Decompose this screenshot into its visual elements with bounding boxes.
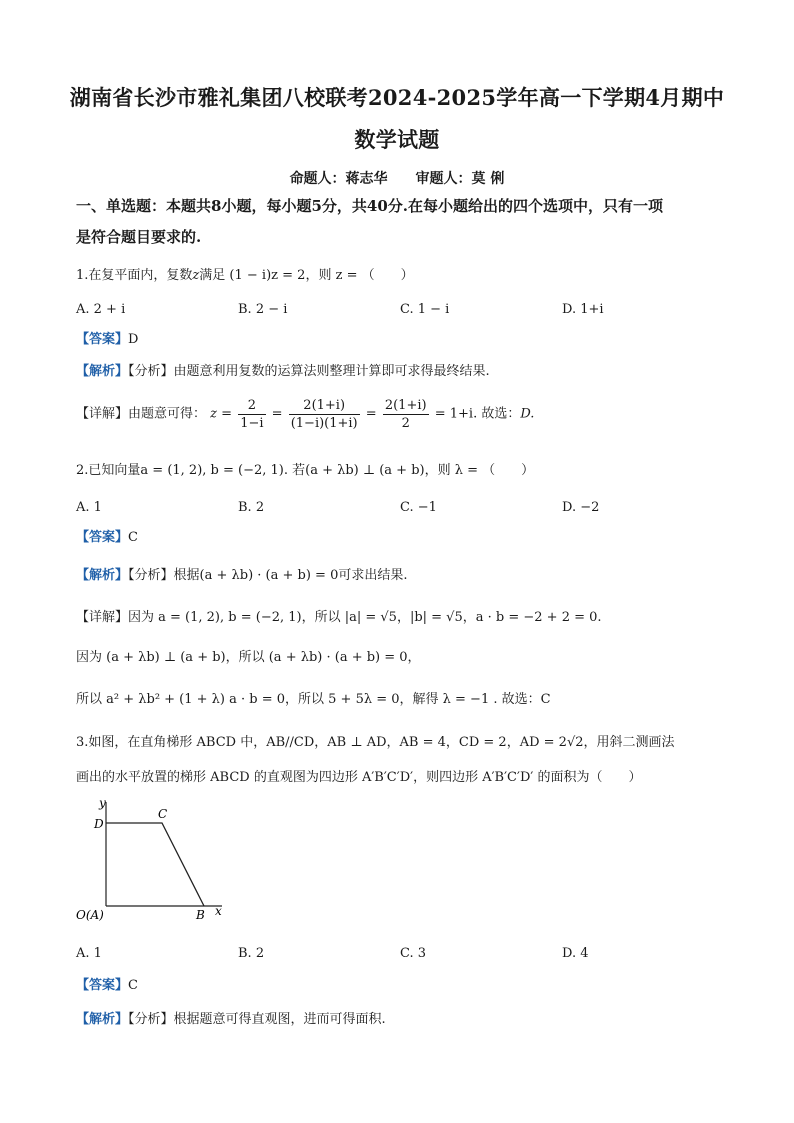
- answer-tag: 【答案】: [76, 978, 129, 993]
- q1-answer-value: D: [128, 332, 139, 347]
- fenxi-tag: 【分析】: [128, 568, 174, 583]
- q2-perp: (a + λb) ⊥ (a + b): [305, 463, 425, 478]
- q3-answer: [76, 978, 138, 994]
- q2-analysis-expr: (a + λb) · (a + b) = 0: [199, 568, 339, 583]
- question-1-stem: [76, 268, 414, 284]
- q1-ask: z = （ ）: [335, 268, 414, 283]
- document-title: 湖南省长沙市雅礼集团八校联考2024-2025学年高一下学期4月期中: [69, 85, 725, 110]
- section-heading: 一、单选题：本题共8小题，每小题5分，共40分.在每小题给出的四个选项中，只有一项: [76, 197, 663, 215]
- point-d-label: D: [94, 817, 104, 831]
- q1-answer: [76, 332, 138, 348]
- trapezoid-edges: [106, 823, 204, 906]
- fenxi-tag: 【分析】: [128, 1012, 174, 1027]
- q1-detail-choice: D.: [520, 406, 535, 422]
- q1-detail-z: z =: [210, 406, 233, 422]
- point-c-label: C: [158, 807, 168, 821]
- detail-tag: 【详解】: [76, 406, 129, 422]
- q2-stem-text: 2.已知向量: [76, 463, 141, 478]
- q3-option-d: D. 4: [562, 946, 589, 961]
- q1-stem-text3: ，则: [305, 268, 332, 283]
- q2-detail-line3: 所以 a² + λb² + (1 + λ) a · b = 0，所以 5 + 5λ = 0，解得 λ = −1 . 故选：C: [76, 692, 551, 707]
- q2-analysis-b: 可求出结果.: [338, 568, 408, 583]
- section-heading-cont: 是符合题目要求的.: [76, 228, 202, 246]
- q1-stem-text: 1.在复平面内，复数: [76, 268, 193, 283]
- q3-option-c: C. 3: [400, 946, 427, 961]
- question-3-stem-line1: 3.如图，在直角梯形 ABCD 中，AB//CD，AB ⊥ AD，AB = 4，CD = 2，AD = 2√2，用斜二测画法: [76, 735, 675, 750]
- q2-vectors: a = (1, 2), b = (−2, 1): [140, 463, 284, 478]
- q1-option-c: C. 1 − i: [400, 302, 450, 317]
- q1-option-a: A. 2 + i: [76, 302, 126, 317]
- q2-option-b: B. 2: [238, 500, 265, 515]
- document-subtitle: 数学试题: [354, 127, 440, 152]
- q1-stem-text2: 满足: [199, 268, 226, 283]
- detail-tag: 【详解】: [76, 610, 129, 625]
- analysis-tag: 【解析】: [76, 568, 129, 583]
- q3-answer-value: C: [128, 978, 138, 993]
- q2-option-d: D. −2: [562, 500, 600, 515]
- q3-analysis-text: 根据题意可得直观图，进而可得面积.: [173, 1012, 386, 1027]
- q2-mid: . 若: [283, 463, 306, 478]
- q1-z: z: [192, 268, 200, 283]
- q1-detail: 【详解】由题意可得： z = $\frac{2}{1-i}$ = $\frac{2(1+i)}{(1-i)(1+i)}$ = $\frac{2(1+i)}{2}$ = 1+i. 故选：D.: [76, 398, 535, 431]
- answer-tag: 【答案】: [76, 530, 129, 545]
- q1-option-b: B. 2 − i: [238, 302, 288, 317]
- question-2-stem: [76, 463, 534, 479]
- q2-analysis-a: 根据: [173, 568, 200, 583]
- x-label: x: [215, 904, 222, 918]
- q2-detail-text1: 因为 a = (1, 2), b = (−2, 1)，所以 |a| = √5，|b| = √5，a · b = −2 + 2 = 0.: [128, 610, 602, 625]
- analysis-tag: 【解析】: [76, 1012, 129, 1027]
- q1-analysis-text: 由题意利用复数的运算法则整理计算即可求得最终结果.: [173, 364, 490, 379]
- q1-detail-suffix: . 故选：: [473, 406, 521, 422]
- q2-analysis: [76, 568, 408, 584]
- q2-ask: ，则 λ = （ ）: [424, 463, 535, 478]
- q2-detail-line1: [76, 610, 602, 626]
- q2-option-a: A. 1: [76, 500, 102, 515]
- q1-fraction-1: $\frac{2}{1-i}$: [240, 398, 264, 431]
- answer-tag: 【答案】: [76, 332, 129, 347]
- q1-detail-prefix: 由题意可得：: [128, 406, 207, 422]
- point-b-label: B: [196, 908, 205, 922]
- trapezoid-figure: [74, 794, 234, 932]
- q3-analysis: [76, 1012, 386, 1028]
- q2-answer-value: C: [128, 530, 138, 545]
- q2-detail-line2: 因为 (a + λb) ⊥ (a + b)，所以 (a + λb) · (a + b) = 0，: [76, 650, 421, 665]
- origin-label: O(A): [76, 908, 104, 922]
- q3-option-b: B. 2: [238, 946, 265, 961]
- fenxi-tag: 【分析】: [128, 364, 174, 379]
- q1-fraction-3: $\frac{2(1+i)}{2}$: [384, 398, 427, 431]
- question-3-stem-line2: 画出的水平放置的梯形 ABCD 的直观图为四边形 A′B′C′D′，则四边形 A′B′C′D′ 的面积为（ ）: [76, 770, 642, 785]
- q3-option-a: A. 1: [76, 946, 102, 961]
- q2-answer: [76, 530, 138, 546]
- q2-option-c: C. −1: [400, 500, 437, 515]
- author-line: 命题人：蒋志华 审题人：莫 俐: [289, 171, 505, 187]
- q1-condition: (1 − i)z = 2: [229, 268, 306, 283]
- y-label: y: [99, 796, 106, 810]
- q1-fraction-2: $\frac{2(1+i)}{(1-i)(1+i)}$: [290, 398, 358, 431]
- q1-analysis: [76, 364, 490, 380]
- q1-option-d: D. 1+i: [562, 302, 604, 317]
- analysis-tag: 【解析】: [76, 364, 129, 379]
